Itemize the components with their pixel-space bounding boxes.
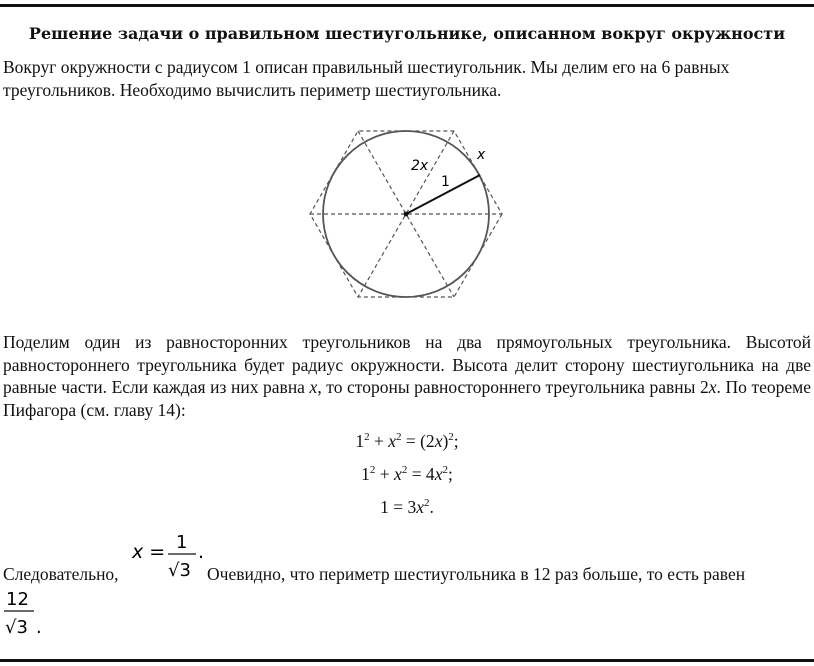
- intro-paragraph: Вокруг окружности с радиусом 1 описан правильный шестиугольник. Мы делим его на 6 равных треугольников. Необходимо вычислить периметр шестиугольника.: [3, 57, 730, 100]
- top-rule: [0, 4, 814, 7]
- label-1: 1: [441, 174, 450, 190]
- equation-2: $1^2 + x^2 = 4x^2$;: [361, 464, 453, 484]
- bottom-rule: [0, 659, 814, 662]
- fraction-denominator: √3: [168, 560, 191, 581]
- center-dot: [404, 212, 409, 217]
- page-title: Решение задачи о правильном шестиугольнике, описанном вокруг окружности: [28, 24, 786, 43]
- conclusion-lead: Следовательно,: [3, 564, 119, 584]
- hexagon-circle-figure: [308, 126, 504, 302]
- conclusion-rest: Очевидно, что периметр шестиугольника в 12 раз больше, то есть равен: [207, 564, 746, 584]
- perimeter-denominator: √3: [5, 617, 28, 638]
- perimeter-fraction: [2, 585, 48, 641]
- x-equals: x =: [132, 541, 166, 563]
- perimeter-numerator: 12: [6, 589, 29, 610]
- fraction-numerator: 1: [176, 532, 188, 553]
- label-2x: 2x: [411, 158, 429, 174]
- perimeter-dot: .: [36, 617, 42, 638]
- fraction-dot: .: [198, 541, 205, 563]
- x-fraction-formula: [130, 526, 210, 582]
- body-paragraph: Поделим один из равносторонних треугольников на два прямоугольных треугольника. Высотой равностороннего треугольника будет радиус окружности. Высота делит сторону шестиугольника на две равные части. Если каждая из них равна x, то стороны равностороннего треугольника равны 2x. По теореме Пифагора (см. главу 14):: [3, 332, 812, 420]
- equation-1: $1^2 + x^2 = (2x)^2$;: [355, 431, 459, 451]
- label-x: x: [477, 147, 486, 163]
- equation-3: $1 = 3x^2$.: [380, 497, 434, 517]
